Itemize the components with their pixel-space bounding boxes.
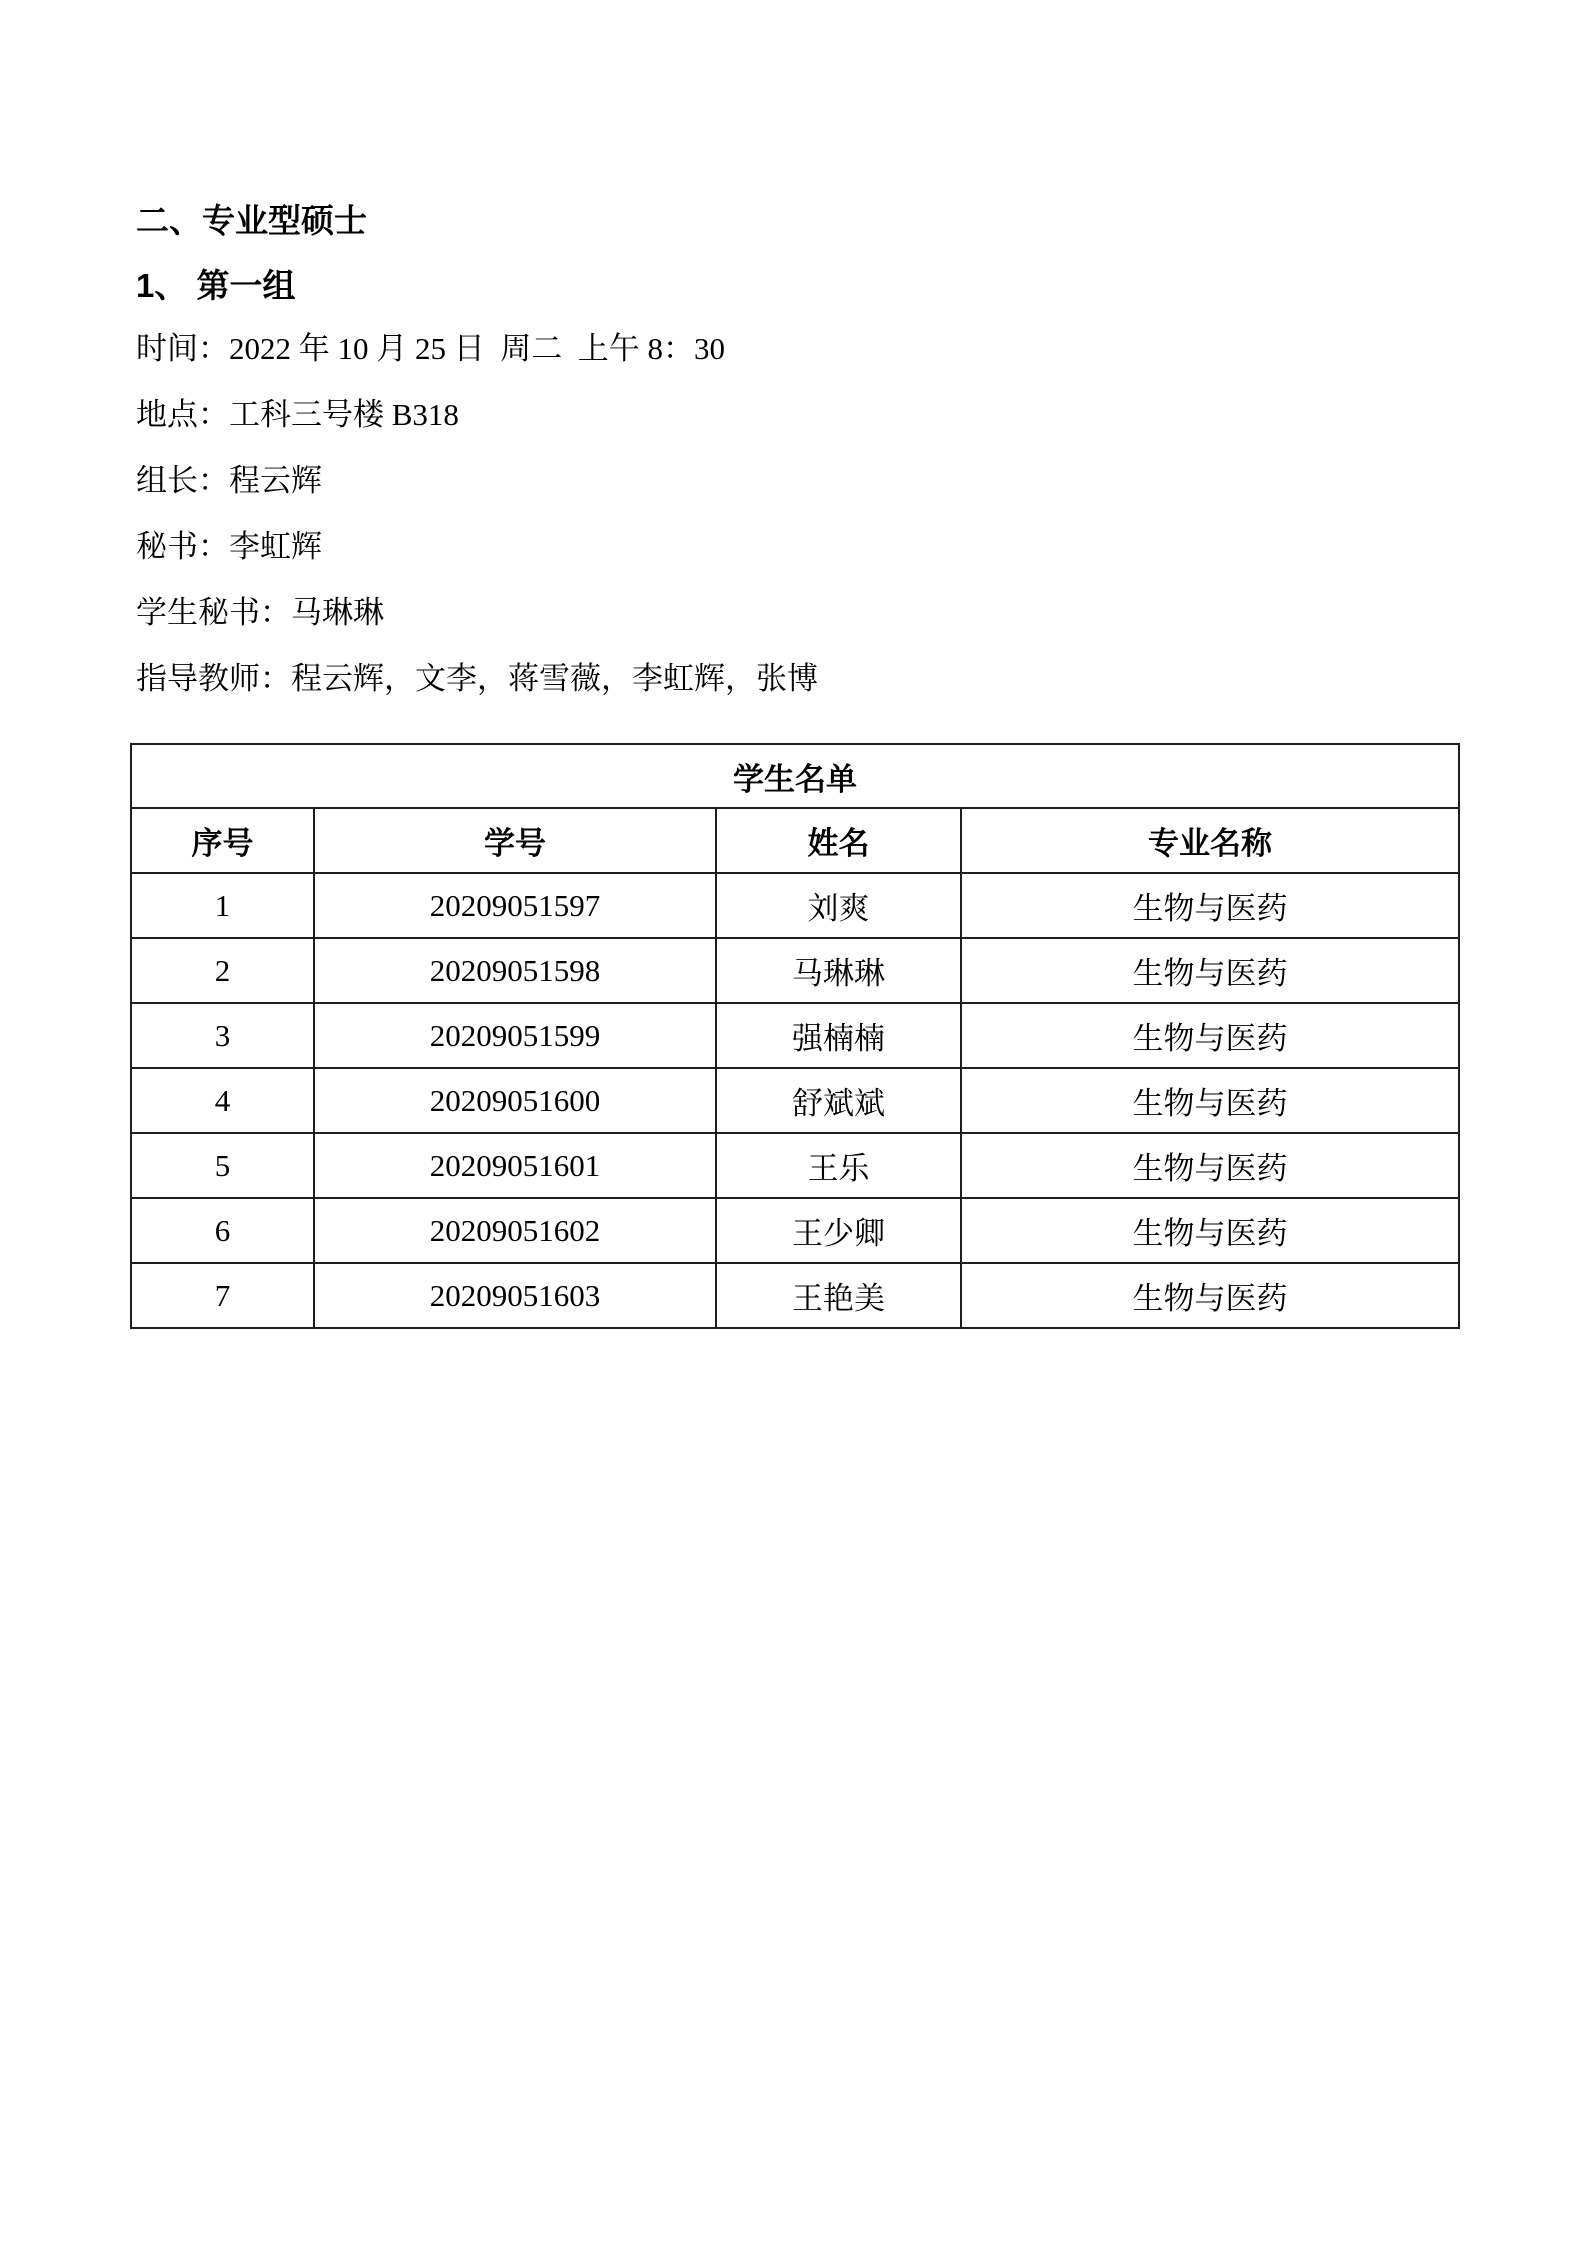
header-cell-name: 姓名 [716,808,961,873]
row-cell-student-id: 20209051603 [314,1263,716,1328]
info-line-time: 时间：2022 年 10 月 25 日 周二 上午 8：30 [136,331,725,366]
document-content [136,203,1466,1329]
header-cell-student-id: 学号 [314,808,716,873]
student-row [131,1263,1459,1328]
student-row [131,1003,1459,1068]
row-cell-index: 7 [131,1263,314,1328]
row-cell-student-id: 20209051597 [314,873,716,938]
header-cell-major: 专业名称 [961,808,1459,873]
row-cell-index: 2 [131,938,314,1003]
row-cell-index: 5 [131,1133,314,1198]
student-table [130,743,1460,1329]
row-cell-index: 4 [131,1068,314,1133]
student-row [131,1133,1459,1198]
student-row [131,1068,1459,1133]
row-cell-name: 王艳美 [716,1263,961,1328]
row-cell-index: 1 [131,873,314,938]
student-table-title: 学生名单 [131,744,1459,808]
table-title-row [131,744,1459,808]
student-row [131,873,1459,938]
row-cell-major: 生物与医药 [961,873,1459,938]
row-cell-name: 马琳琳 [716,938,961,1003]
row-cell-major: 生物与医药 [961,938,1459,1003]
row-cell-name: 刘爽 [716,873,961,938]
group-heading: 1、 第一组 [136,267,296,304]
row-cell-name: 舒斌斌 [716,1068,961,1133]
info-line-advisors: 指导教师：程云辉，文李，蒋雪薇，李虹辉，张博 [136,661,818,696]
row-cell-name: 强楠楠 [716,1003,961,1068]
section-heading: 二、专业型硕士 [136,202,367,239]
row-cell-index: 6 [131,1198,314,1263]
row-cell-name: 王少卿 [716,1198,961,1263]
info-line-student-secretary: 学生秘书：马琳琳 [136,595,384,630]
row-cell-student-id: 20209051600 [314,1068,716,1133]
row-cell-index: 3 [131,1003,314,1068]
header-cell-index: 序号 [131,808,314,873]
info-line-secretary: 秘书：李虹辉 [136,529,322,564]
info-line-location: 地点：工科三号楼 B318 [136,397,459,432]
row-cell-major: 生物与医药 [961,1003,1459,1068]
row-cell-major: 生物与医药 [961,1068,1459,1133]
row-cell-name: 王乐 [716,1133,961,1198]
row-cell-major: 生物与医药 [961,1198,1459,1263]
row-cell-student-id: 20209051598 [314,938,716,1003]
row-cell-student-id: 20209051601 [314,1133,716,1198]
table-header-row [131,808,1459,873]
row-cell-student-id: 20209051599 [314,1003,716,1068]
info-line-group-leader: 组长：程云辉 [136,463,322,498]
student-table-body [131,873,1459,1328]
student-row [131,938,1459,1003]
row-cell-major: 生物与医药 [961,1263,1459,1328]
student-row [131,1198,1459,1263]
row-cell-student-id: 20209051602 [314,1198,716,1263]
row-cell-major: 生物与医药 [961,1133,1459,1198]
